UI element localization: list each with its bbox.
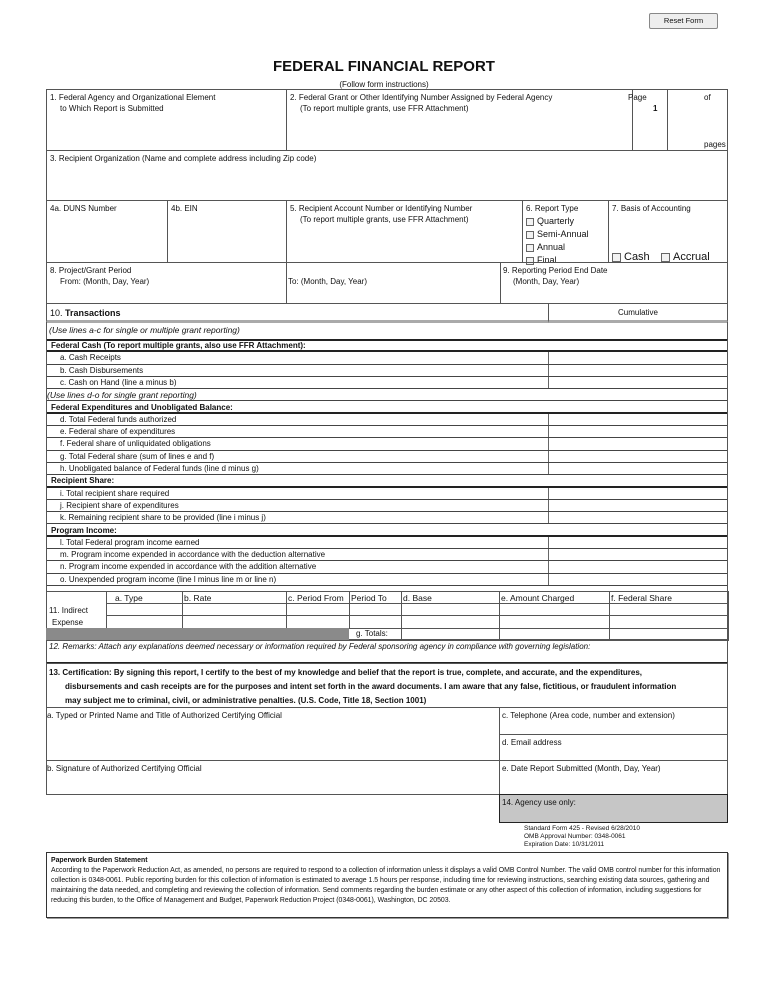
- row-label: g. Total Federal share (sum of lines e and f): [60, 451, 215, 461]
- transaction-row: [46, 549, 728, 561]
- note-lines-a-c: [46, 322, 728, 341]
- burden-text: According to the Paperwork Reduction Act, as amended, no persons are required to respond to a collection of information unless it displays a valid OMB Control Number. The valid OMB control number for this information collection is 0348-0061. Public reporting burden for this collection of information is estimated to average 1.5 hours per response, including time for reviewing instructions, searching existing data sources, gathering and maintaining the data needed, and completing and reviewing the collection of information. Send comments regarding the burden estimate or any other aspect of this collection of information, including suggestions for reducing this burden, to the Office of Management and Budget, Paperwork Reduction Project (0348-0061), Washington, DC 20503.: [51, 867, 721, 904]
- cumulative-label: Cumulative: [617, 308, 658, 317]
- option-label: Quarterly: [537, 216, 575, 226]
- column-label: d. Base: [403, 593, 432, 603]
- cumulative-amount-field[interactable]: [548, 561, 728, 572]
- of-label: of: [704, 93, 711, 102]
- reset-form-button[interactable]: Reset Form: [649, 13, 718, 29]
- cumulative-amount-field[interactable]: [548, 512, 728, 523]
- column-label: f. Federal Share: [611, 593, 672, 603]
- cumulative-amount-field[interactable]: [548, 537, 728, 548]
- option-label: Cash: [624, 251, 650, 263]
- row-label: n. Program income expended in accordance with the addition alternative: [60, 562, 317, 572]
- transaction-row: [46, 500, 728, 512]
- pages-label: pages: [704, 140, 726, 149]
- row-label: a. Cash Receipts: [60, 353, 121, 363]
- note-a-c-label: (Use lines a-c for single or multiple grant reporting): [49, 325, 240, 335]
- row-label: Program Income:: [51, 525, 117, 535]
- box5-label-2: (To report multiple grants, use FFR Attachment): [300, 215, 469, 224]
- form-title: FEDERAL FINANCIAL REPORT: [273, 58, 495, 75]
- transaction-row: [46, 438, 728, 450]
- transaction-row: [46, 574, 728, 586]
- transaction-row: [46, 352, 728, 364]
- row-label: i. Total recipient share required: [60, 488, 170, 498]
- column-label: Period To: [351, 593, 387, 603]
- indirect-expense-field[interactable]: [182, 615, 287, 629]
- cumulative-header: [548, 303, 728, 323]
- checkbox-icon[interactable]: [526, 218, 534, 226]
- row-label: d. Total Federal funds authorized: [60, 414, 177, 424]
- cert-b-label: b. Signature of Authorized Certifying Official: [47, 764, 202, 773]
- box3-label: 3. Recipient Organization (Name and complete address including Zip code): [50, 154, 317, 163]
- omb-approval-number: OMB Approval Number: 0348-0061: [524, 833, 626, 840]
- row-label: l. Total Federal program income earned: [60, 537, 200, 547]
- section-header: [46, 525, 728, 537]
- row-label: h. Unobligated balance of Federal funds (line d minus g): [60, 464, 259, 473]
- cert-b-signature-field[interactable]: [46, 760, 500, 795]
- box1-label-2: to Which Report is Submitted: [60, 104, 164, 113]
- indirect-expense-field[interactable]: [499, 615, 610, 629]
- box10-label: Transactions: [65, 308, 121, 318]
- row-label: f. Federal share of unliquidated obligations: [60, 439, 211, 449]
- box9-reporting-period-end-field[interactable]: [500, 262, 728, 304]
- row-label: m. Program income expended in accordance with the deduction alternative: [60, 550, 326, 560]
- cumulative-amount-field[interactable]: [548, 463, 728, 474]
- box4a-label: 4a. DUNS Number: [50, 204, 117, 213]
- transaction-row: [46, 488, 728, 500]
- column-label: e. Amount Charged: [501, 593, 575, 603]
- box7-label: 7. Basis of Accounting: [612, 204, 691, 213]
- box6-label: 6. Report Type: [526, 204, 579, 213]
- box9-label: 9. Reporting Period End Date: [503, 266, 608, 275]
- expiration-date: Expiration Date: 10/31/2011: [524, 841, 605, 848]
- certification-line-1: 13. Certification: By signing this report, I certify to the best of my knowledge and belief that the report is true, complete, and accurate, and the expenditures,: [49, 668, 642, 677]
- section-note: [46, 389, 728, 401]
- box2-label-2: (To report multiple grants, use FFR Attachment): [300, 104, 469, 113]
- box4b-ein-field[interactable]: [167, 200, 287, 263]
- totals-label: g. Totals:: [356, 629, 388, 638]
- transaction-row: [46, 512, 728, 524]
- box12-label: 12. Remarks: Attach any explanations deemed necessary or information required by Federal sponsoring agency in compliance with governing legislation:: [49, 642, 591, 651]
- checkbox-icon[interactable]: [526, 244, 534, 252]
- checkbox-icon[interactable]: [526, 231, 534, 239]
- section-header: [46, 340, 728, 352]
- row-label: k. Remaining recipient share to be provided (line i minus j): [60, 513, 266, 523]
- box4b-label: 4b. EIN: [171, 204, 198, 213]
- box12-remarks-field[interactable]: [46, 640, 728, 664]
- transaction-row: [46, 414, 728, 426]
- section-header: [46, 475, 728, 487]
- transaction-row: [46, 561, 728, 573]
- cumulative-amount-field[interactable]: [548, 426, 728, 437]
- box4a-duns-field[interactable]: [46, 200, 168, 263]
- box10-num: 10.: [50, 308, 63, 318]
- cumulative-amount-field[interactable]: [548, 365, 728, 376]
- indirect-expense-field[interactable]: [106, 615, 183, 629]
- indirect-expense-field[interactable]: [609, 615, 729, 629]
- certification-line-2: disbursements and cash receipts are for the purposes and intent set forth in the award documents. I am aware that any false, fictitious, or fraudulent information: [65, 682, 677, 691]
- box1-label: 1. Federal Agency and Organizational Element: [50, 93, 216, 102]
- column-label: b. Rate: [184, 593, 212, 603]
- row-label: e. Federal share of expenditures: [60, 427, 176, 437]
- cumulative-amount-field[interactable]: [548, 451, 728, 462]
- box10-transactions-header: [46, 303, 549, 323]
- cert-c-telephone-field[interactable]: [499, 707, 728, 735]
- box5-label: 5. Recipient Account Number or Identifying Number: [290, 204, 473, 213]
- box10-title: [50, 308, 121, 318]
- certification-line-3: may subject me to criminal, civil, or administrative penalties. (U.S. Code, Title 18, Section 1001): [65, 696, 427, 705]
- option-label: Final: [537, 255, 557, 265]
- box1-federal-agency-field[interactable]: [46, 89, 287, 151]
- indirect-expense-field[interactable]: [286, 615, 350, 629]
- agency-use-label: 14. Agency use only:: [502, 798, 576, 807]
- box7-basis-of-accounting: [608, 200, 728, 263]
- transaction-row: [46, 537, 728, 549]
- standard-form-number: Standard Form 425 - Revised 6/28/2010: [524, 825, 640, 832]
- box2-grant-number-field[interactable]: [286, 89, 633, 151]
- box11-label: 11. Indirect: [49, 606, 88, 615]
- row-label: Recipient Share:: [51, 476, 115, 486]
- cumulative-amount-field[interactable]: [548, 549, 728, 560]
- paperwork-burden-statement: [46, 852, 728, 918]
- cert-e-label: e. Date Report Submitted (Month, Day, Year): [502, 764, 661, 773]
- transaction-row: [46, 377, 728, 389]
- box8-project-period-to-field[interactable]: [286, 262, 501, 304]
- box3-recipient-organization-field[interactable]: [46, 150, 728, 201]
- row-label: j. Recipient share of expenditures: [60, 500, 179, 510]
- page-count-field[interactable]: [667, 89, 728, 151]
- row-label: (Use lines d-o for single grant reporting): [47, 390, 197, 401]
- transaction-row: [46, 426, 728, 438]
- cert-d-email-field[interactable]: [499, 734, 728, 761]
- cert-c-label: c. Telephone (Area code, number and extension): [502, 711, 675, 720]
- cumulative-amount-field[interactable]: [548, 574, 728, 585]
- form-subtitle: (Follow form instructions): [339, 80, 429, 89]
- page-value: 1: [653, 104, 658, 113]
- box6-report-type: [522, 200, 609, 263]
- cumulative-amount-field[interactable]: [548, 377, 728, 388]
- option-label: Accrual: [673, 251, 710, 263]
- page-number-field[interactable]: [628, 89, 668, 151]
- section-header: [46, 402, 728, 414]
- row-label: Federal Expenditures and Unobligated Balance:: [51, 402, 233, 412]
- cert-d-label: d. Email address: [502, 738, 562, 747]
- checkbox-icon[interactable]: [661, 253, 670, 262]
- cumulative-amount-field[interactable]: [548, 438, 728, 449]
- cumulative-amount-field[interactable]: [548, 414, 728, 425]
- transaction-row: [46, 365, 728, 377]
- box13-certification: [46, 663, 728, 708]
- cumulative-amount-field[interactable]: [548, 352, 728, 363]
- box8-to-label: To: (Month, Day, Year): [288, 277, 367, 286]
- row-label: c. Cash on Hand (line a minus b): [60, 377, 177, 387]
- cert-a-name-title-field[interactable]: [46, 707, 500, 761]
- box8-project-period-from-field[interactable]: [46, 262, 287, 304]
- report-type-quarterly[interactable]: [526, 216, 574, 226]
- column-label: c. Period From: [288, 593, 344, 603]
- cert-a-label: a. Typed or Printed Name and Title of Authorized Certifying Official: [47, 711, 282, 720]
- row-label: b. Cash Disbursements: [60, 365, 144, 375]
- report-type-annual[interactable]: [526, 242, 565, 252]
- option-label: Annual: [537, 242, 566, 252]
- box11-label-2: Expense: [52, 618, 84, 627]
- box5-account-number-field[interactable]: [286, 200, 523, 263]
- totals-shaded-cell: [46, 628, 349, 640]
- row-label: o. Unexpended program income (line l minus line m or line n): [60, 574, 277, 584]
- cumulative-amount-field[interactable]: [548, 500, 728, 511]
- transaction-row: [46, 463, 728, 475]
- indirect-expense-field[interactable]: [401, 615, 500, 629]
- box8-from-label: From: (Month, Day, Year): [60, 277, 150, 286]
- box8-label: 8. Project/Grant Period: [50, 266, 132, 275]
- report-type-semi-annual[interactable]: [526, 229, 589, 239]
- checkbox-icon[interactable]: [612, 253, 621, 262]
- transaction-row: [46, 451, 728, 463]
- burden-title: Paperwork Burden Statement: [51, 857, 148, 864]
- row-label: Federal Cash (To report multiple grants, also use FFR Attachment):: [51, 341, 306, 350]
- page-label: Page: [628, 93, 647, 102]
- box14-agency-use-only: [499, 794, 728, 823]
- option-label: Semi-Annual: [537, 229, 589, 239]
- column-label: a. Type: [115, 593, 143, 603]
- indirect-expense-field[interactable]: [349, 615, 402, 629]
- box9-label-2: (Month, Day, Year): [513, 277, 580, 286]
- cumulative-amount-field[interactable]: [548, 488, 728, 499]
- cert-e-date-submitted-field[interactable]: [499, 760, 728, 795]
- box2-label: 2. Federal Grant or Other Identifying Number Assigned by Federal Agency: [290, 93, 553, 102]
